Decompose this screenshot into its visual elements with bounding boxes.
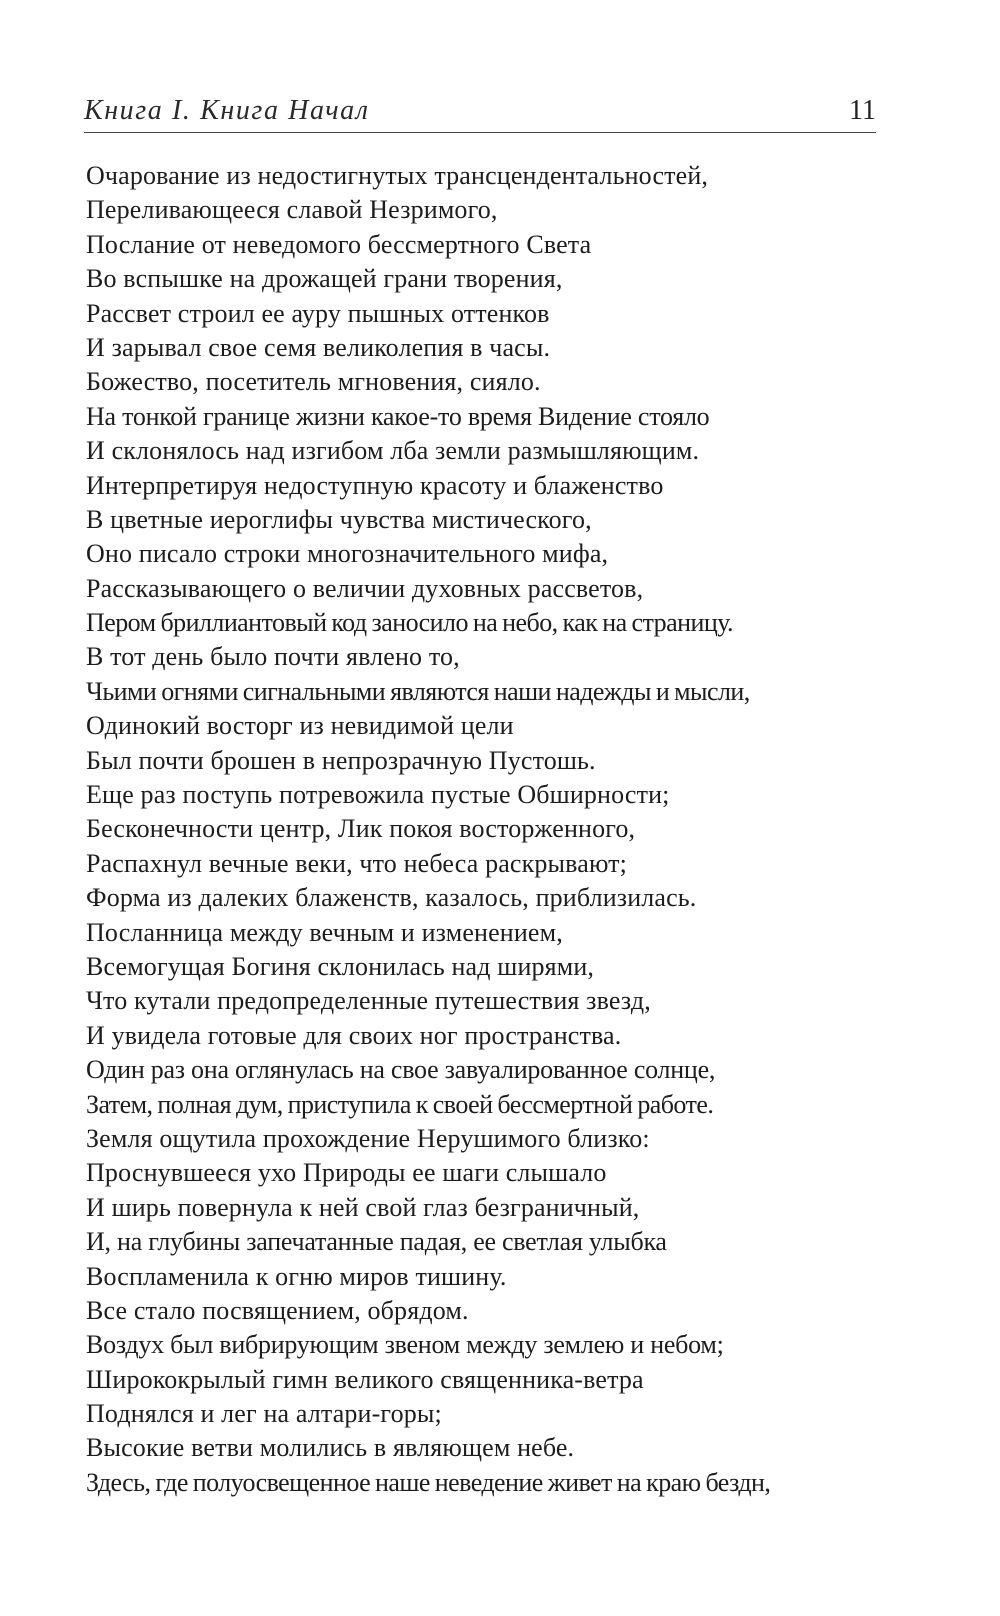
poem-line: В тот день было почти явлено то, bbox=[86, 642, 460, 672]
running-header bbox=[84, 94, 876, 134]
poem-line: Послание от неведомого бессмертного Света bbox=[86, 229, 592, 259]
poem-line: Посланница между вечным и изменением, bbox=[86, 917, 563, 947]
poem-line: Воздух был вибрирующим звеном между землею и небом; bbox=[86, 1330, 724, 1360]
poem-line: В цветные иероглифы чувства мистического, bbox=[86, 504, 592, 534]
poem-line: И ширь повернула к ней свой глаз безграничный, bbox=[86, 1192, 640, 1222]
poem-line: Здесь, где полуосвещенное наше неведение живет на краю бездн, bbox=[86, 1467, 771, 1497]
poem-line: Рассказывающего о величии духовных рассветов, bbox=[86, 573, 644, 603]
poem-line: И зарывал свое семя великолепия в часы. bbox=[86, 332, 551, 362]
poem-line: Во вспышке на дрожащей грани творения, bbox=[86, 264, 563, 294]
poem-line: Интерпретируя недоступную красоту и блаженство bbox=[86, 470, 664, 500]
poem-line: Затем, полная дум, приступила к своей бессмертной работе. bbox=[86, 1089, 714, 1119]
page-number: 11 bbox=[849, 95, 876, 126]
poem-line: Чьими огнями сигнальными являются наши надежды и мысли, bbox=[86, 676, 750, 706]
poem-line: Воспламенила к огню миров тишину. bbox=[86, 1261, 507, 1291]
poem-line: Ширококрылый гимн великого священника-ветра bbox=[86, 1364, 644, 1394]
poem-line: И, на глубины запечатанные падая, ее светлая улыбка bbox=[86, 1227, 667, 1257]
poem-text bbox=[86, 159, 886, 1500]
poem-line: И склонялось над изгибом лба земли размышляющим. bbox=[86, 436, 700, 466]
poem-line: Проснувшееся ухо Природы ее шаги слышало bbox=[86, 1158, 607, 1188]
poem-line: Божество, посетитель мгновения, сияло. bbox=[86, 367, 541, 397]
poem-line: Все стало посвящением, обрядом. bbox=[86, 1295, 469, 1325]
poem-line: Высокие ветви молились в являющем небе. bbox=[86, 1433, 575, 1463]
poem-line: Земля ощутила прохождение Нерушимого близко: bbox=[86, 1123, 650, 1153]
poem-line: Одинокий восторг из невидимой цели bbox=[86, 711, 514, 741]
poem-line: Что кутали предопределенные путешествия звезд, bbox=[86, 986, 651, 1016]
running-head-title: Книга I. Книга Начал bbox=[84, 95, 370, 126]
header-rule bbox=[84, 132, 876, 133]
poem-line: Пером бриллиантовый код заносило на небо, как на страницу. bbox=[86, 608, 734, 638]
poem-line: Один раз она оглянулась на свое завуалированное солнце, bbox=[86, 1055, 716, 1085]
poem-line: Еще раз поступь потревожила пустые Обширности; bbox=[86, 780, 670, 810]
poem-line: Форма из далеких блаженств, казалось, приблизилась. bbox=[86, 883, 697, 913]
poem-line: Был почти брошен в непрозрачную Пустошь. bbox=[86, 745, 596, 775]
poem-line: Рассвет строил ее ауру пышных оттенков bbox=[86, 298, 550, 328]
poem-line: И увидела готовые для своих ног пространства. bbox=[86, 1020, 622, 1050]
poem-line: Оно писало строки многозначительного мифа, bbox=[86, 539, 609, 569]
poem-line: На тонкой границе жизни какое-то время Видение стояло bbox=[86, 401, 710, 431]
poem-line: Всемогущая Богиня склонилась над ширями, bbox=[86, 951, 595, 981]
poem-line: Очарование из недостигнутых трансцендентальностей, bbox=[86, 161, 709, 190]
poem-line: Поднялся и лег на алтари-горы; bbox=[86, 1399, 442, 1429]
poem-line: Переливающееся славой Незримого, bbox=[86, 195, 498, 225]
poem-line: Распахнул вечные веки, что небеса раскрывают; bbox=[86, 848, 628, 878]
poem-line: Бесконечности центр, Лик покоя восторженного, bbox=[86, 814, 636, 844]
